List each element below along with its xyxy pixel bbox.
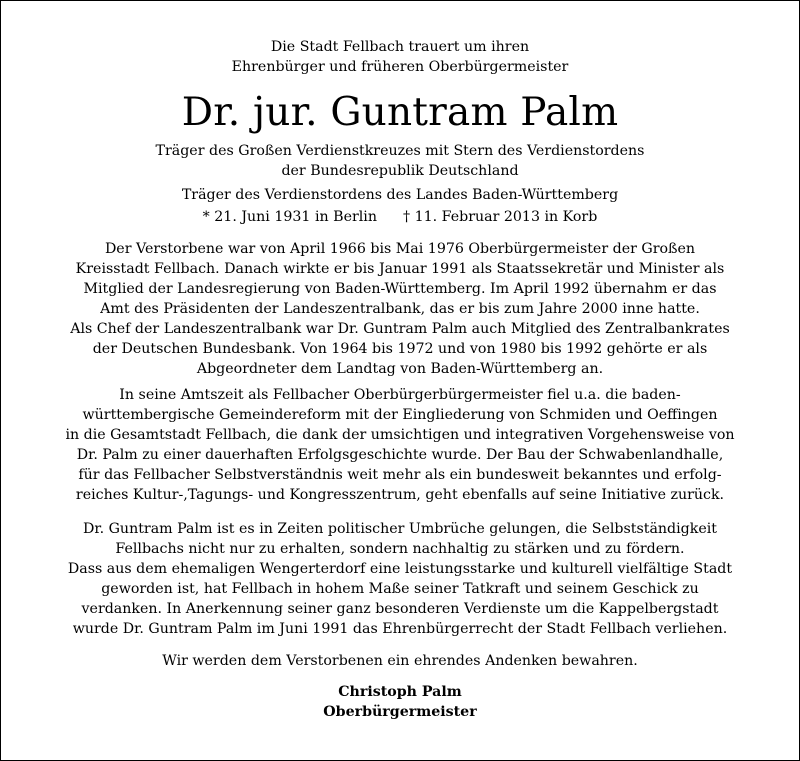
- text-line: In seine Amtszeit als Fellbacher Oberbürgerbürgermeister fiel u.a. die baden-: [119, 387, 681, 403]
- death-date: † 11. Februar 2013 in Korb: [402, 209, 598, 225]
- intro-text: [1, 37, 799, 77]
- text-line: Dass aus dem ehemaligen Wengerterdorf eine leistungsstarke und kulturell vielfältige Stadt: [67, 561, 733, 577]
- text-line: reiches Kultur-,Tagungs- und Kongresszentrum, geht ebenfalls auf seine Initiative zurück.: [75, 487, 725, 503]
- text-line: Abgeordneter dem Landtag von Baden-Württemberg an.: [196, 361, 604, 377]
- paragraph-career: [15, 239, 785, 379]
- signatory-name: Christoph Palm: [338, 684, 462, 700]
- text-line: Amt des Präsidenten der Landeszentralbank, das er bis zum Jahre 2000 inne hatte.: [100, 301, 700, 317]
- life-dates: [1, 207, 799, 227]
- signatory-title: Oberbürgermeister: [323, 704, 477, 720]
- text-line: württembergische Gemeindereform mit der Eingliederung von Schmiden und Oeffingen: [82, 407, 718, 423]
- text-line: Der Verstorbene war von April 1966 bis Mai 1976 Oberbürgermeister der Großen: [104, 241, 696, 257]
- closing-sentence: [15, 651, 785, 671]
- text-line: Kreisstadt Fellbach. Danach wirkte er bis Januar 1991 als Staatssekretär und Minister als: [75, 261, 725, 277]
- intro-line: Ehrenbürger und früheren Oberbürgermeister: [231, 59, 569, 75]
- paragraph-achievements: [15, 385, 785, 505]
- deceased-name: Dr. jur. Guntram Palm: [181, 90, 619, 135]
- text-line: geworden ist, hat Fellbach in hohem Maße seiner Tatkraft und seinem Geschick zu: [101, 581, 699, 597]
- text-line: verdanken. In Anerkennung seiner ganz besonderen Verdienste um die Kappelbergstadt: [81, 601, 719, 617]
- honors-line: der Bundesrepublik Deutschland: [281, 163, 519, 179]
- text-line: Dr. Guntram Palm ist es in Zeiten politischer Umbrüche gelungen, die Selbstständigkeit: [82, 521, 717, 537]
- honors-line: Träger des Großen Verdienstkreuzes mit Stern des Verdienstordens: [155, 143, 645, 159]
- birth-date: * 21. Juni 1931 in Berlin: [202, 209, 377, 225]
- text-line: Als Chef der Landeszentralbank war Dr. Guntram Palm auch Mitglied des Zentralbankrates: [70, 321, 730, 337]
- honors-text: [1, 141, 799, 181]
- signature-block: [1, 682, 799, 722]
- paragraph-legacy: [15, 519, 785, 639]
- text-line: Dr. Palm zu einer dauerhaften Erfolgsgeschichte wurde. Der Bau der Schwabenlandhalle,: [76, 447, 724, 463]
- text-line: Mitglied der Landesregierung von Baden-Württemberg. Im April 1992 übernahm er das: [83, 281, 717, 297]
- text-line: Wir werden dem Verstorbenen ein ehrendes Andenken bewahren.: [162, 653, 638, 669]
- text-line: in die Gesamtstadt Fellbach, die dank der umsichtigen und integrativen Vorgehensweise von: [65, 427, 735, 443]
- text-line: Fellbachs nicht nur zu erhalten, sondern nachhaltig zu stärken und zu fördern.: [115, 541, 685, 557]
- intro-line: Die Stadt Fellbach trauert um ihren: [270, 39, 530, 55]
- text-line: für das Fellbacher Selbstverständnis weit mehr als ein bundesweit bekanntes und erfolg-: [78, 467, 722, 483]
- second-honor: Träger des Verdienstordens des Landes Baden-Württemberg: [181, 187, 619, 203]
- text-line: der Deutschen Bundesbank. Von 1964 bis 1972 und von 1980 bis 1992 gehörte er als: [92, 341, 708, 357]
- text-line: wurde Dr. Guntram Palm im Juni 1991 das Ehrenbürgerrecht der Stadt Fellbach verliehen.: [72, 621, 728, 637]
